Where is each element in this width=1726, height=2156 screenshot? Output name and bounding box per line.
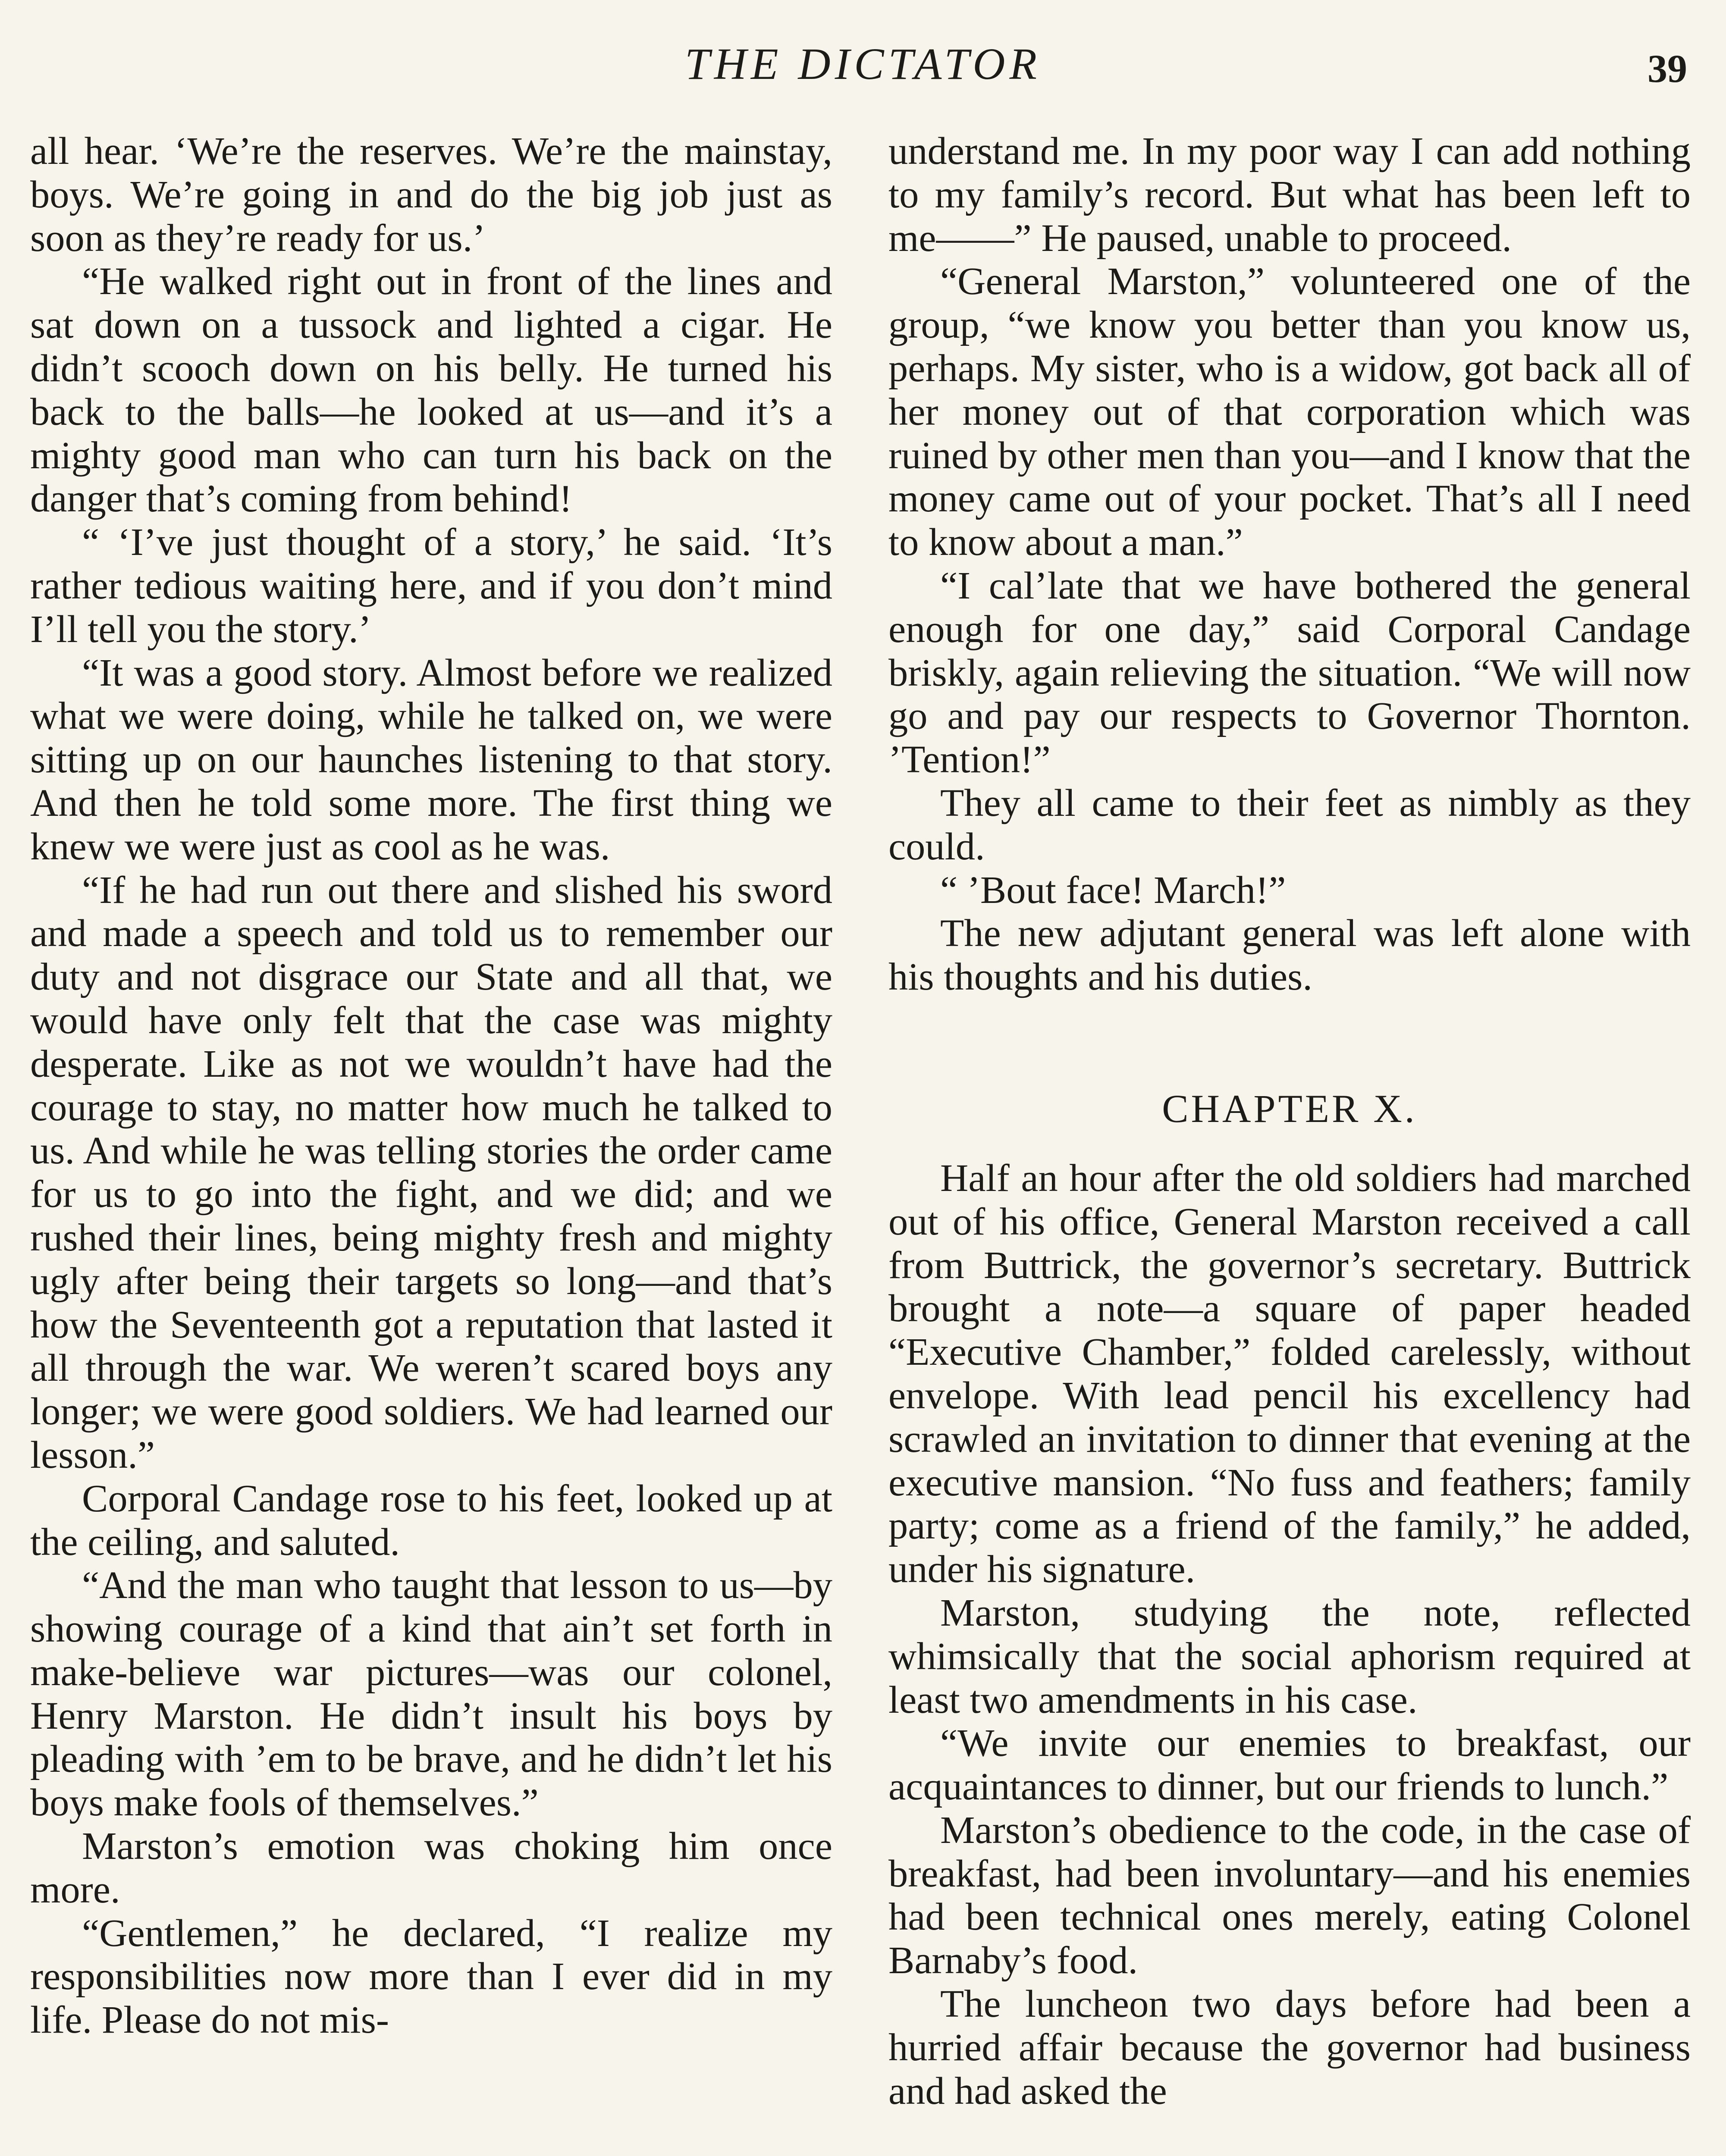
paragraph: “General Marston,” volunteered one of the group, “we know you better than you know us, perhaps. My sister, who is a widow, got back all of her money out of that corporation which was ruined by other men than you—and I know that the money came out of your pocket. That’s all I need to know about a man.”: [888, 259, 1691, 564]
paragraph: “Gentlemen,” he declared, “I realize my responsibilities now more than I ever did in my life. Please do not mis-: [30, 1911, 832, 2042]
paragraph: They all came to their feet as nimbly as they could.: [888, 780, 1691, 868]
paragraph: understand me. In my poor way I can add nothing to my family’s record. But what has been left to me——” He paused, unable to proceed.: [888, 129, 1691, 260]
paragraph: Marston’s obedience to the code, in the case of breakfast, had been involuntary—and his enemies had been technical ones merely, eating Colonel Barnaby’s food.: [888, 1808, 1691, 1982]
paragraph: “We invite our enemies to breakfast, our acquaintances to dinner, but our friends to lunch.”: [888, 1721, 1691, 1808]
paragraph: “He walked right out in front of the lines and sat down on a tussock and lighted a cigar. He didn’t scooch down on his belly. He turned his back to the balls—he looked at us—and it’s a mighty good man who can turn his back on the danger that’s coming from behind!: [30, 259, 832, 520]
paragraph: Marston’s emotion was choking him once more.: [30, 1824, 832, 1911]
paragraph: Corporal Candage rose to his feet, looked up at the ceiling, and saluted.: [30, 1476, 832, 1564]
paragraph: The new adjutant general was left alone with his thoughts and his duties.: [888, 911, 1691, 999]
page-number: 39: [1648, 47, 1687, 91]
left-column: [30, 129, 832, 2042]
paragraph: “And the man who taught that lesson to us—by showing courage of a kind that ain’t set forth in make-believe war pictures—was our colonel, Henry Marston. He didn’t insult his boys by pleading with ’em to be brave, and he didn’t let his boys make fools of themselves.”: [30, 1563, 832, 1824]
paragraph: “ ‘I’ve just thought of a story,’ he said. ‘It’s rather tedious waiting here, and if you don’t mind I’ll tell you the story.’: [30, 520, 832, 651]
running-head: [0, 36, 1726, 92]
paragraph: The luncheon two days before had been a hurried affair because the governor had business and had asked the: [888, 1982, 1691, 2112]
paragraph: “I cal’late that we have bothered the general enough for one day,” said Corporal Candage briskly, again relieving the situation. “We will now go and pay our respects to Governor Thornton. ’Tention!”: [888, 563, 1691, 781]
right-column: [888, 129, 1691, 2112]
chapter-heading: CHAPTER X.: [1162, 1086, 1417, 1131]
paragraph: “It was a good story. Almost before we realized what we were doing, while he talked on, we were sitting up on our haunches listening to that story. And then he told some more. The first thing we knew we were just as cool as he was.: [30, 650, 832, 868]
paragraph: Half an hour after the old soldiers had marched out of his office, General Marston received a call from Buttrick, the governor’s secretary. Buttrick brought a note—a square of paper headed “Executive Chamber,” folded carelessly, without envelope. With lead pencil his excellency had scrawled an invitation to dinner that evening at the executive mansion. “No fuss and feathers; family party; come as a friend of the family,” he added, under his signature.: [888, 1156, 1691, 1591]
paragraph: Marston, studying the note, reflected whimsically that the social aphorism required at least two amendments in his case.: [888, 1590, 1691, 1721]
paragraph: “ ’Bout face! March!”: [940, 868, 1286, 912]
running-title: THE DICTATOR: [685, 39, 1041, 89]
paragraph: “If he had run out there and slished his sword and made a speech and told us to remember our duty and not disgrace our State and all that, we would have only felt that the case was mighty desperate. Like as not we wouldn’t have had the courage to stay, no matter how much he talked to us. And while he was telling stories the order came for us to go into the fight, and we did; and we rushed their lines, being mighty fresh and mighty ugly after being their targets so long—and that’s how the Seventeenth got a reputation that lasted it all through the war. We weren’t scared boys any longer; we were good soldiers. We had learned our lesson.”: [30, 868, 832, 1476]
paragraph: all hear. ‘We’re the reserves. We’re the mainstay, boys. We’re going in and do the big job just as soon as they’re ready for us.’: [30, 129, 832, 260]
